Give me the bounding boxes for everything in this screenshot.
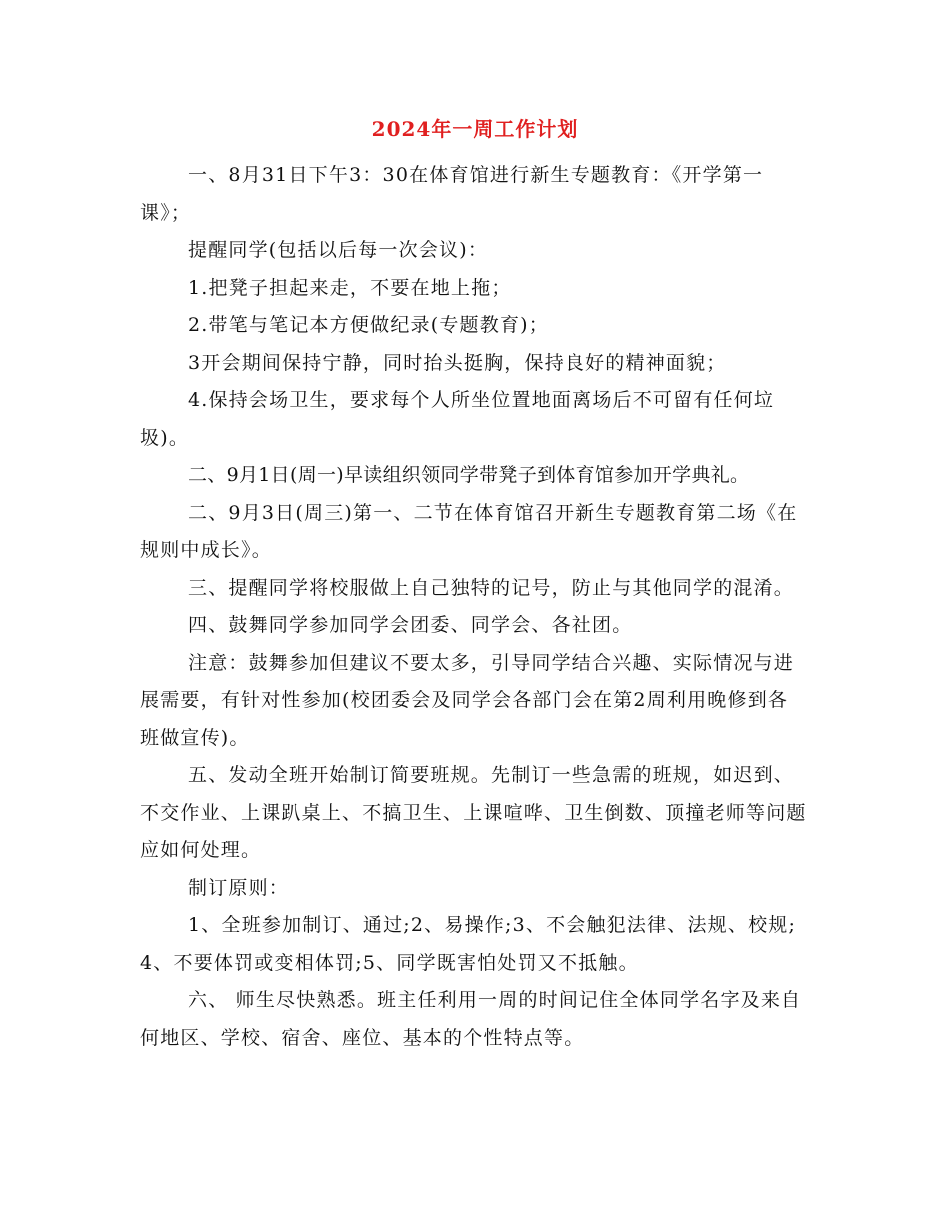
paragraph-reminder-2: 2.带笔与笔记本方便做纪录(专题教育)； <box>188 314 549 336</box>
paragraph-reminder-3: 3开会期间保持宁静，同时抬头挺胸，保持良好的精神面貌； <box>188 351 727 374</box>
paragraph-principles-heading: 制订原则： <box>188 876 290 899</box>
paragraph-get-acquainted: 六、 师生尽快熟悉。班主任利用一周的时间记住全体同学名字及来自何地区、学校、宿舍、座位、基本的个性特点等。 <box>140 989 802 1049</box>
paragraph-class-rules: 五、发动全班开始制订简要班规。先制订一些急需的班规，如迟到、不交作业、上课趴桌上、不搞卫生、上课喧哗、卫生倒数、顶撞老师等问题应如何处理。 <box>140 764 807 861</box>
paragraph-note: 注意：鼓舞参加但建议不要太多，引导同学结合兴趣、实际情况与进展需要，有针对性参加(校团委会及同学会各部门会在第2周利用晚修到各班做宣传)。 <box>140 651 795 749</box>
document-title: 2024年一周工作计划 <box>371 117 579 141</box>
paragraph-opening-ceremony: 二、9月1日(周一)早读组织领同学带凳子到体育馆参加开学典礼。 <box>188 464 750 486</box>
paragraph-uniform-mark: 三、提醒同学将校服做上自己独特的记号，防止与其他同学的混淆。 <box>188 576 795 599</box>
paragraph-reminder-heading: 提醒同学(包括以后每一次会议)： <box>188 239 489 261</box>
paragraph-principles-list: 1、全班参加制订、通过;2、易操作;3、不会触犯法律、法规、校规;4、不要体罚或变相体罚;5、同学既害怕处罚又不抵触。 <box>140 914 797 974</box>
paragraph-second-session: 二、9月3日(周三)第一、二节在体育馆召开新生专题教育第二场《在规则中成长》。 <box>140 501 798 561</box>
document-body <box>140 157 808 1057</box>
paragraph-reminder-1: 1.把凳子担起来走，不要在地上拖； <box>188 276 512 299</box>
paragraph-reminder-4: 4.保持会场卫生，要求每个人所坐位置地面离场后不可留有任何垃圾)。 <box>140 389 775 449</box>
paragraph-orientation-lesson: 一、8月31日下午3：30在体育馆进行新生专题教育：《开学第一课》； <box>140 164 764 224</box>
paragraph-join-clubs: 四、鼓舞同学参加同学会团委、同学会、各社团。 <box>188 614 633 636</box>
